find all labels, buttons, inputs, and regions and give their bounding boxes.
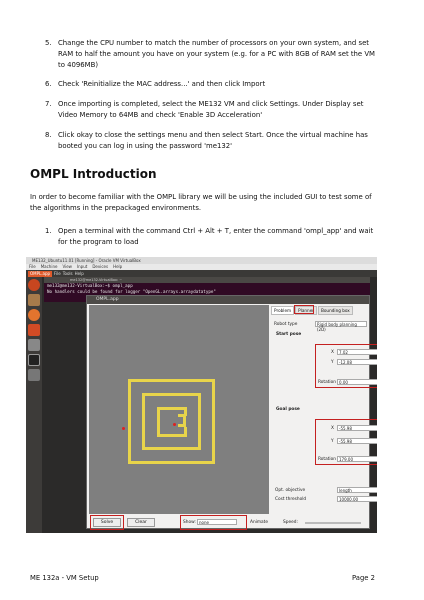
ompl-app-title: OMPL.app bbox=[87, 296, 369, 304]
ompl-screenshot bbox=[26, 257, 377, 533]
app-tag: OMPL.app bbox=[30, 270, 51, 276]
list-item: 6. Check 'Reinitialize the MAC address...' and then click Import bbox=[45, 80, 266, 89]
goal-x-label: X bbox=[331, 426, 334, 431]
vbox-menu-machine[interactable]: Machine bbox=[40, 264, 58, 269]
planner-tab-highlight bbox=[294, 305, 314, 314]
steps-list-bottom bbox=[45, 226, 380, 248]
list-item: 1. Open a terminal with the command Ctrl + Alt + T, enter the command 'ompl_app' and wait for the program to load bbox=[45, 227, 374, 246]
start-rotation-label: Rotation bbox=[318, 380, 336, 385]
tab-bounding-box[interactable]: Bounding box bbox=[318, 306, 353, 315]
section-title: OMPL Introduction bbox=[30, 167, 157, 181]
show-label: Show: bbox=[183, 520, 196, 525]
dash-icon[interactable] bbox=[28, 279, 40, 291]
goal-rotation-input[interactable]: 179.00 bbox=[337, 456, 377, 462]
show-select[interactable]: none bbox=[197, 519, 237, 525]
tab-problem[interactable]: Problem bbox=[271, 306, 294, 315]
terminal-title: me132@me132-VirtualBox: ~ bbox=[44, 277, 370, 283]
settings-icon[interactable] bbox=[28, 339, 40, 351]
opt-objective-select[interactable]: length bbox=[337, 487, 377, 493]
robot-type-select[interactable]: Rigid body planning (2D) bbox=[315, 321, 367, 327]
footer-page: Page 2 bbox=[352, 574, 375, 582]
ubuntu-top-panel bbox=[26, 270, 377, 277]
start-marker bbox=[122, 427, 125, 430]
goal-marker bbox=[173, 423, 176, 426]
start-y-input[interactable]: -12.08 bbox=[337, 359, 377, 365]
panel-menu-file[interactable]: File bbox=[54, 271, 61, 276]
vbox-menu-devices[interactable]: Devices bbox=[92, 264, 109, 269]
clear-button[interactable]: Clear bbox=[127, 518, 155, 527]
ompl-app-window bbox=[86, 295, 370, 529]
goal-x-input[interactable]: -55.98 bbox=[337, 425, 377, 431]
steps-list-top bbox=[45, 38, 380, 160]
show-select-highlight bbox=[180, 515, 247, 530]
goal-pose-highlight bbox=[315, 419, 377, 465]
start-x-input[interactable]: 7.02 bbox=[337, 349, 377, 355]
section-intro: In order to become familiar with the OMPL library we will be using the included GUI to test some of the algorithms in the prepackaged environments. bbox=[30, 193, 372, 212]
vbox-title: ME132_Ubuntu11.01 [Running] - Oracle VM VirtualBox bbox=[26, 257, 377, 264]
terminal-icon[interactable] bbox=[28, 354, 40, 366]
start-rotation-input[interactable]: 0.00 bbox=[337, 379, 377, 385]
vbox-menu-file[interactable]: File bbox=[29, 264, 36, 269]
speed-label: Speed: bbox=[283, 520, 298, 525]
cost-threshold-input[interactable]: 10000.00 bbox=[337, 496, 377, 502]
footer-course: ME 132a - VM Setup bbox=[30, 574, 99, 582]
speed-slider[interactable] bbox=[305, 522, 361, 524]
software-center-icon[interactable] bbox=[28, 324, 40, 336]
start-pose-highlight bbox=[315, 344, 377, 388]
tab-planner[interactable]: Planner bbox=[295, 306, 317, 315]
vbox-menu-help[interactable]: Help bbox=[113, 264, 123, 269]
solve-button-highlight bbox=[90, 515, 124, 530]
robot-type-label: Robot type bbox=[274, 322, 298, 327]
goal-y-label: Y bbox=[331, 439, 334, 444]
vbox-menu-view[interactable]: View bbox=[62, 264, 72, 269]
firefox-icon[interactable] bbox=[28, 309, 40, 321]
start-x-label: X bbox=[331, 350, 334, 355]
files-icon[interactable] bbox=[28, 294, 40, 306]
list-item: 7. Once importing is completed, select the ME132 VM and click Settings. Under Display set Video Memory to 64MB and check 'Enable 3D Acceleration' bbox=[45, 100, 364, 119]
list-item: 5. Change the CPU number to match the number of processors on your own system, and set RAM to half the amount you have on your system (e.g. for a PC with 8GB of RAM set the VM to 4096MB) bbox=[45, 39, 375, 69]
start-y-label: Y bbox=[331, 360, 334, 365]
cost-threshold-label: Cost threshold bbox=[275, 497, 307, 502]
opt-objective-label: Opt. objective bbox=[275, 488, 306, 493]
robot-shape-tip bbox=[178, 414, 186, 427]
list-item: 8. Click okay to close the settings menu and then select Start. Once the virtual machine has booted you can log in using the password 'me132' bbox=[45, 130, 368, 150]
panel-menu-tools[interactable]: Tools bbox=[62, 271, 73, 276]
ubuntu-launcher bbox=[26, 277, 42, 533]
goal-pose-heading: Goal pose bbox=[276, 407, 300, 412]
start-pose-heading: Start pose bbox=[276, 332, 302, 337]
terminal-line: me132@me132-VirtualBox:~$ ompl_app bbox=[47, 283, 133, 288]
solve-button[interactable]: Solve bbox=[93, 518, 121, 527]
animate-label[interactable]: Animate bbox=[250, 520, 269, 525]
planning-canvas[interactable] bbox=[89, 305, 269, 514]
terminal-line: No handlers could be found for logger "OpenGL.arrays.arraydatatype" bbox=[47, 288, 216, 294]
goal-rotation-label: Rotation bbox=[318, 457, 336, 462]
vbox-menu-input[interactable]: Input bbox=[76, 264, 88, 269]
ompl-app-icon[interactable] bbox=[28, 369, 40, 381]
goal-y-input[interactable]: -55.98 bbox=[337, 438, 377, 444]
panel-menu-help[interactable]: Help bbox=[74, 271, 84, 276]
